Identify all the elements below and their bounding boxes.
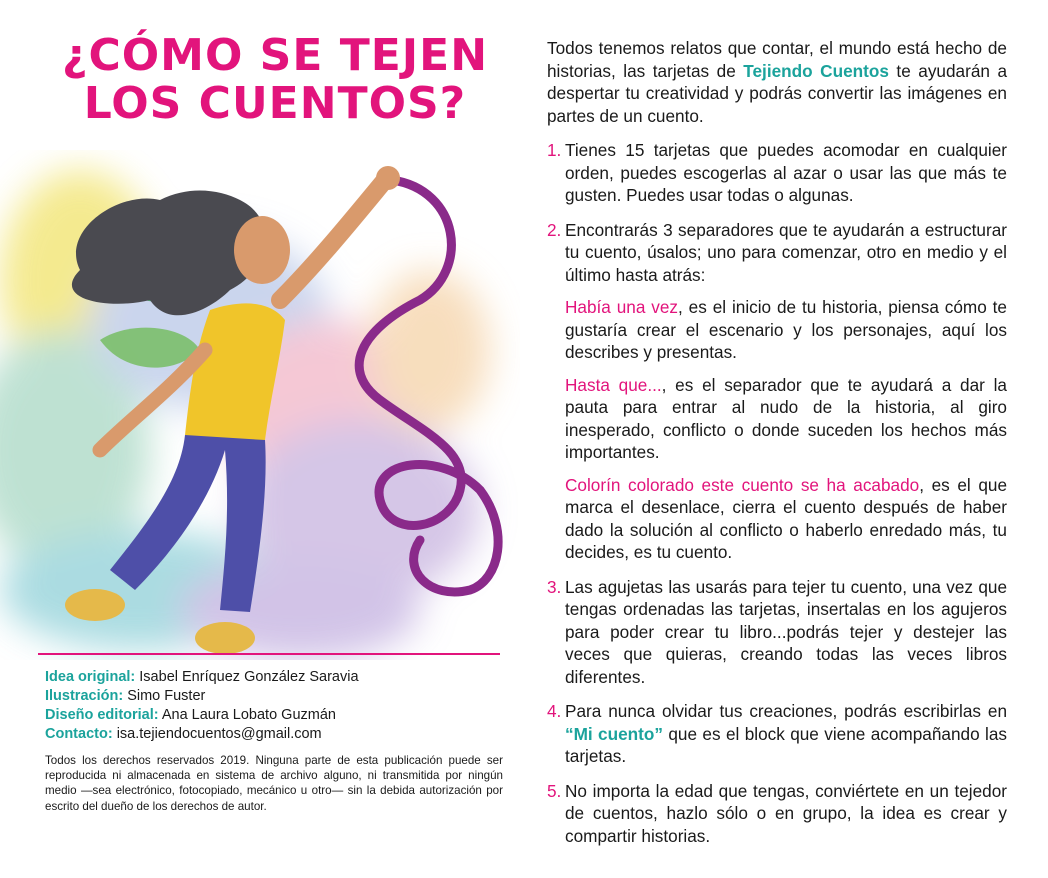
page-title <box>40 32 510 128</box>
intro-text: Todos tenemos relatos que contar, el mundo está hecho de historias, las tarjetas de <box>547 38 1007 81</box>
step-item <box>547 219 1007 287</box>
boot-right-icon <box>195 622 255 654</box>
step-number: 4. <box>547 701 562 721</box>
intro-paragraph <box>547 37 1007 127</box>
separator-description <box>565 374 1007 464</box>
instructions-column <box>547 37 1007 859</box>
step-number: 3. <box>547 576 562 597</box>
mi-cuento-highlight: “Mi cuento” <box>565 723 663 744</box>
step-text: Encontrarás 3 separadores que te ayudarán a estructurar tu cuento, úsalos; uno para comenzar, otro en medio y el último hasta atrás: <box>565 219 1007 285</box>
credit-label: Ilustración: <box>45 688 124 704</box>
step-text <box>565 700 1007 768</box>
copyright-notice: Todos los derechos reservados 2019. Ninguna parte de esta publicación puede ser reproducida ni almacenada en sistema de archivo alguno, ni transmitida por ningún medio —sea electrónico, fotocopiado, mecánico u otro— sin la debida autorización por escrito del dueño de los derechos de autor. <box>45 754 503 813</box>
brand-name: Tejiendo Cuentos <box>743 60 889 81</box>
step-text-part: que es el block que viene acompañando las tarjetas. <box>565 723 1007 766</box>
title-line-2: LOS CUENTOS? <box>83 78 467 129</box>
credits <box>45 668 505 744</box>
title-line-1: ¿CÓMO SE TEJEN <box>61 30 489 81</box>
step-text: Las agujetas las usarás para tejer tu cuento, una vez que tengas ordenadas las tarjetas, insertalas en los agujeros para poder crear tu libro...podrás tejer y destejer las veces que quieras, creando todas las veces libros diferentes. <box>565 576 1007 687</box>
credit-contact <box>45 725 505 744</box>
contact-email: isa.tejiendocuentos@gmail.com <box>116 726 322 742</box>
credit-design <box>45 706 505 725</box>
separator-text: , es el que marca el desenlace, cierra el cuento después de haber dado la solución al conflicto o haberlo enredado más, tu decides, es tu cuento. <box>565 474 1008 562</box>
separator-description <box>565 296 1007 364</box>
step-number: 2. <box>547 219 562 240</box>
step-text: No importa la edad que tengas, conviértete en un tejedor de cuentos, hazlo sólo o en grupo, la idea es crear y compartir historias. <box>565 780 1007 846</box>
arm-raised-icon <box>280 180 385 300</box>
credit-value: Simo Fuster <box>127 688 206 704</box>
credit-label: Idea original: <box>45 669 136 685</box>
step-text: Tienes 15 tarjetas que puedes acomodar en cualquier orden, puedes escogerlas al azar o usar las que más te gusten. Puedes usar todas o algunas. <box>565 140 1007 205</box>
separator-text: , es el inicio de tu historia, piensa cómo te gustaría crear el escenario y los personajes, aquí los describes y presentas. <box>565 297 1007 362</box>
separator-phrase: Había una vez <box>565 297 679 317</box>
face-icon <box>234 216 290 284</box>
credit-value: Isabel Enríquez González Saravia <box>139 669 359 685</box>
credit-label: Diseño editorial: <box>45 707 159 723</box>
step-text-part: Para nunca olvidar tus creaciones, podrás escribirlas en <box>565 701 1007 721</box>
separator-phrase: Colorín colorado este cuento se ha acabado <box>565 474 920 495</box>
step-number: 5. <box>547 780 562 801</box>
credit-value: Ana Laura Lobato Guzmán <box>161 707 336 723</box>
girl-with-ribbon-illustration <box>0 150 520 660</box>
step-item <box>547 780 1007 848</box>
separator-description <box>565 474 1007 564</box>
section-divider <box>38 653 500 655</box>
step-number: 1. <box>547 140 562 160</box>
step-item <box>547 576 1007 689</box>
credit-label: Contacto: <box>45 726 113 742</box>
separator-phrase: Hasta que... <box>565 374 662 395</box>
credit-illustration <box>45 687 505 706</box>
step-item <box>547 139 1007 207</box>
separator-text: , es el separador que te ayudará a dar la pauta para entrar al nudo de la historia, al giro inesperado, conflicto o donde suceden los hechos más importantes. <box>565 374 1007 462</box>
intro-text: te ayudarán a despertar tu creatividad y podrás convertir las imágenes en partes de un cuento. <box>547 60 1008 126</box>
step-item <box>547 700 1007 768</box>
boot-left-icon <box>65 589 125 621</box>
credit-idea <box>45 668 505 687</box>
